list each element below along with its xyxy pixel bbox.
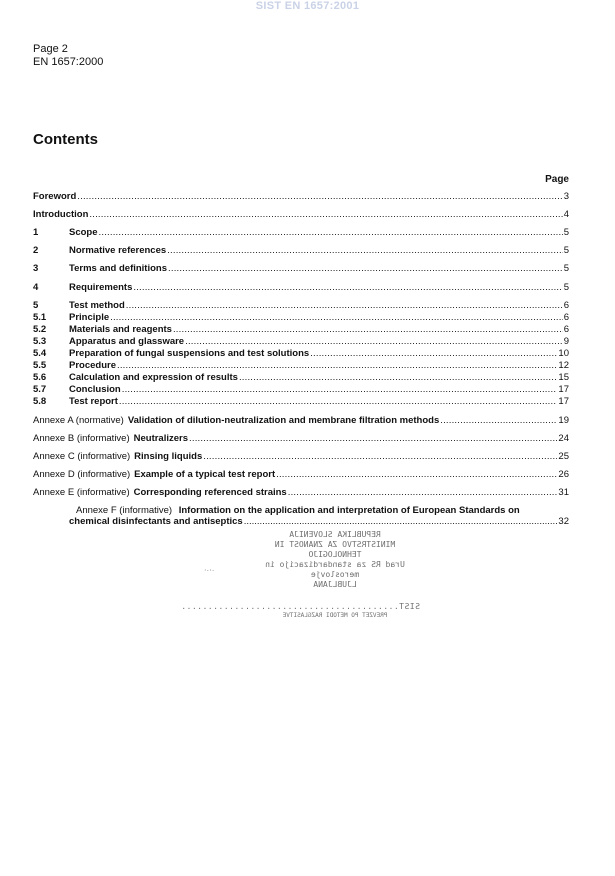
toc-entry-number: 5 [33, 300, 39, 311]
toc-entry-page: 9 [563, 336, 569, 347]
stamp-line-4: LJUBLJANA [313, 580, 357, 589]
toc-entry-annex-f[interactable] [33, 505, 569, 527]
toc-entry-title: Preparation of fungal suspensions and test solutions [69, 348, 310, 359]
toc-entry-page: 3 [563, 191, 569, 202]
toc-entry[interactable] [33, 396, 569, 408]
dot-leader [189, 433, 557, 445]
toc-entry-page: 6 [563, 300, 569, 311]
dot-leader [168, 263, 563, 275]
annex-f-title-line1: Information on the application and interpretation of European Standards on [178, 505, 520, 516]
toc-entry-page: 6 [563, 312, 569, 323]
dot-leader [244, 516, 558, 527]
page-column-label: Page [545, 174, 569, 185]
toc-entry-title: Introduction [33, 209, 89, 220]
toc-entry-title: Test method [69, 300, 125, 311]
toc-entry-prefix: Annexe E (informative) [33, 487, 130, 498]
stamp-line-1: REPUBLIKA SLOVENIJA [289, 530, 381, 539]
toc-entry-title: Example of a typical test report [134, 469, 276, 480]
toc-entry-title: Scope [69, 227, 98, 238]
toc-entry-number: 5.5 [33, 360, 47, 371]
toc-entry[interactable] [33, 360, 569, 372]
stamp-signature-line: SIST......................................... [180, 602, 420, 611]
toc-entry-title: Rinsing liquids [134, 451, 203, 462]
dot-leader [122, 384, 558, 396]
toc-entry-prefix: Annexe D (informative) [33, 469, 131, 480]
annex-f-page: 32 [558, 516, 569, 527]
dot-leader [203, 451, 557, 463]
watermark: SIST EN 1657:2001 [255, 0, 360, 12]
page-number: Page 2 [33, 43, 68, 55]
toc-entry-number: 5.1 [33, 312, 47, 323]
toc-entry-page: 6 [563, 324, 569, 335]
dot-leader [99, 227, 563, 239]
toc-entry-page: 31 [558, 487, 569, 498]
dot-leader [173, 324, 563, 336]
dot-leader [185, 336, 563, 348]
dot-leader [288, 487, 558, 499]
dot-leader [119, 396, 558, 408]
toc-entry-number: 5.8 [33, 396, 47, 407]
toc-entry-number: 1 [33, 227, 39, 238]
toc-entry-title: Normative references [69, 245, 167, 256]
toc-entry-title: Principle [69, 312, 110, 323]
toc-entry-page: 26 [558, 469, 569, 480]
toc-entry-number: 3 [33, 263, 39, 274]
toc-entry-number: 5.6 [33, 372, 47, 383]
toc-entry-title: Apparatus and glassware [69, 336, 185, 347]
toc-entry[interactable] [33, 348, 569, 360]
toc-entry-number: 5.2 [33, 324, 47, 335]
toc-entry[interactable] [33, 191, 569, 203]
official-stamp [180, 530, 420, 620]
dot-leader [239, 372, 557, 384]
toc-entry[interactable] [33, 372, 569, 384]
toc-entry-title: Corresponding referenced strains [133, 487, 287, 498]
stamp-smudge-icon: ⋅·⋅· [204, 566, 215, 575]
toc-entry[interactable] [33, 227, 569, 239]
toc-entry[interactable] [33, 263, 569, 275]
toc-entry-title: Calculation and expression of results [69, 372, 238, 383]
dot-leader [310, 348, 557, 360]
toc-entry-page: 5 [563, 245, 569, 256]
toc-entry-page: 5 [563, 263, 569, 274]
toc-entry[interactable] [33, 384, 569, 396]
toc-entry-page: 5 [563, 227, 569, 238]
toc-entry[interactable] [33, 336, 569, 348]
toc-entry-title: Procedure [69, 360, 116, 371]
stamp-footer: PREVZET PO METODI RAZGLASITVE [282, 612, 388, 619]
dot-leader [126, 300, 563, 312]
toc-entry-number: 2 [33, 245, 39, 256]
annex-f-title-line2: chemical disinfectants and antiseptics [69, 516, 243, 527]
toc-entry-page: 17 [558, 384, 569, 395]
toc-entry[interactable] [33, 433, 569, 445]
toc-entry-prefix: Annexe A (normative) [33, 415, 124, 426]
toc-entry-page: 5 [563, 282, 569, 293]
dot-leader [167, 245, 563, 257]
toc-entry-page: 12 [558, 360, 569, 371]
contents-title: Contents [33, 131, 98, 148]
toc-entry[interactable] [33, 312, 569, 324]
dot-leader [77, 191, 562, 203]
toc-entry-page: 15 [558, 372, 569, 383]
toc-entry-number: 5.7 [33, 384, 47, 395]
toc-entry-number: 4 [33, 282, 39, 293]
dot-leader [133, 282, 562, 294]
toc-entry[interactable] [33, 415, 569, 427]
toc-entry-page: 19 [558, 415, 569, 426]
toc-entry[interactable] [33, 245, 569, 257]
toc-entry[interactable] [33, 282, 569, 294]
dot-leader [276, 469, 557, 481]
toc-entry-title: Requirements [69, 282, 133, 293]
toc-entry[interactable] [33, 451, 569, 463]
stamp-line-3: Urad RS za standardizacijo in meroslovje [265, 560, 405, 579]
toc-entry-title: Conclusion [69, 384, 121, 395]
toc-entry-prefix: Annexe C (informative) [33, 451, 131, 462]
toc-entry-page: 24 [558, 433, 569, 444]
toc-entry-prefix: Annexe B (informative) [33, 433, 130, 444]
toc-entry-title: Foreword [33, 191, 77, 202]
dot-leader [117, 360, 557, 372]
toc-entry-page: 10 [558, 348, 569, 359]
toc-entry-title: Test report [69, 396, 118, 407]
toc-entry-number: 5.3 [33, 336, 47, 347]
toc-entry[interactable] [33, 487, 569, 499]
toc-entry-title: Neutralizers [133, 433, 189, 444]
toc-entry[interactable] [33, 469, 569, 481]
dot-leader [440, 415, 557, 427]
annex-f-prefix: Annexe F (informative) [76, 505, 173, 516]
dot-leader [89, 209, 562, 221]
standard-number: EN 1657:2000 [33, 56, 104, 68]
toc-entry-page: 4 [563, 209, 569, 220]
toc-entry-title: Validation of dilution-neutralization and membrane filtration methods [127, 415, 440, 426]
toc-entry-number: 5.4 [33, 348, 47, 359]
toc-entry[interactable] [33, 324, 569, 336]
toc-entry[interactable] [33, 209, 569, 221]
stamp-line-2: MINISTRSTVO ZA ZNANOST IN TEHNOLOGIJO [274, 540, 396, 559]
toc-entry-page: 17 [558, 396, 569, 407]
toc-entry-page: 25 [558, 451, 569, 462]
dot-leader [110, 312, 563, 324]
toc-entry-title: Materials and reagents [69, 324, 172, 335]
toc-entry-title: Terms and definitions [69, 263, 168, 274]
toc-entry[interactable] [33, 300, 569, 312]
